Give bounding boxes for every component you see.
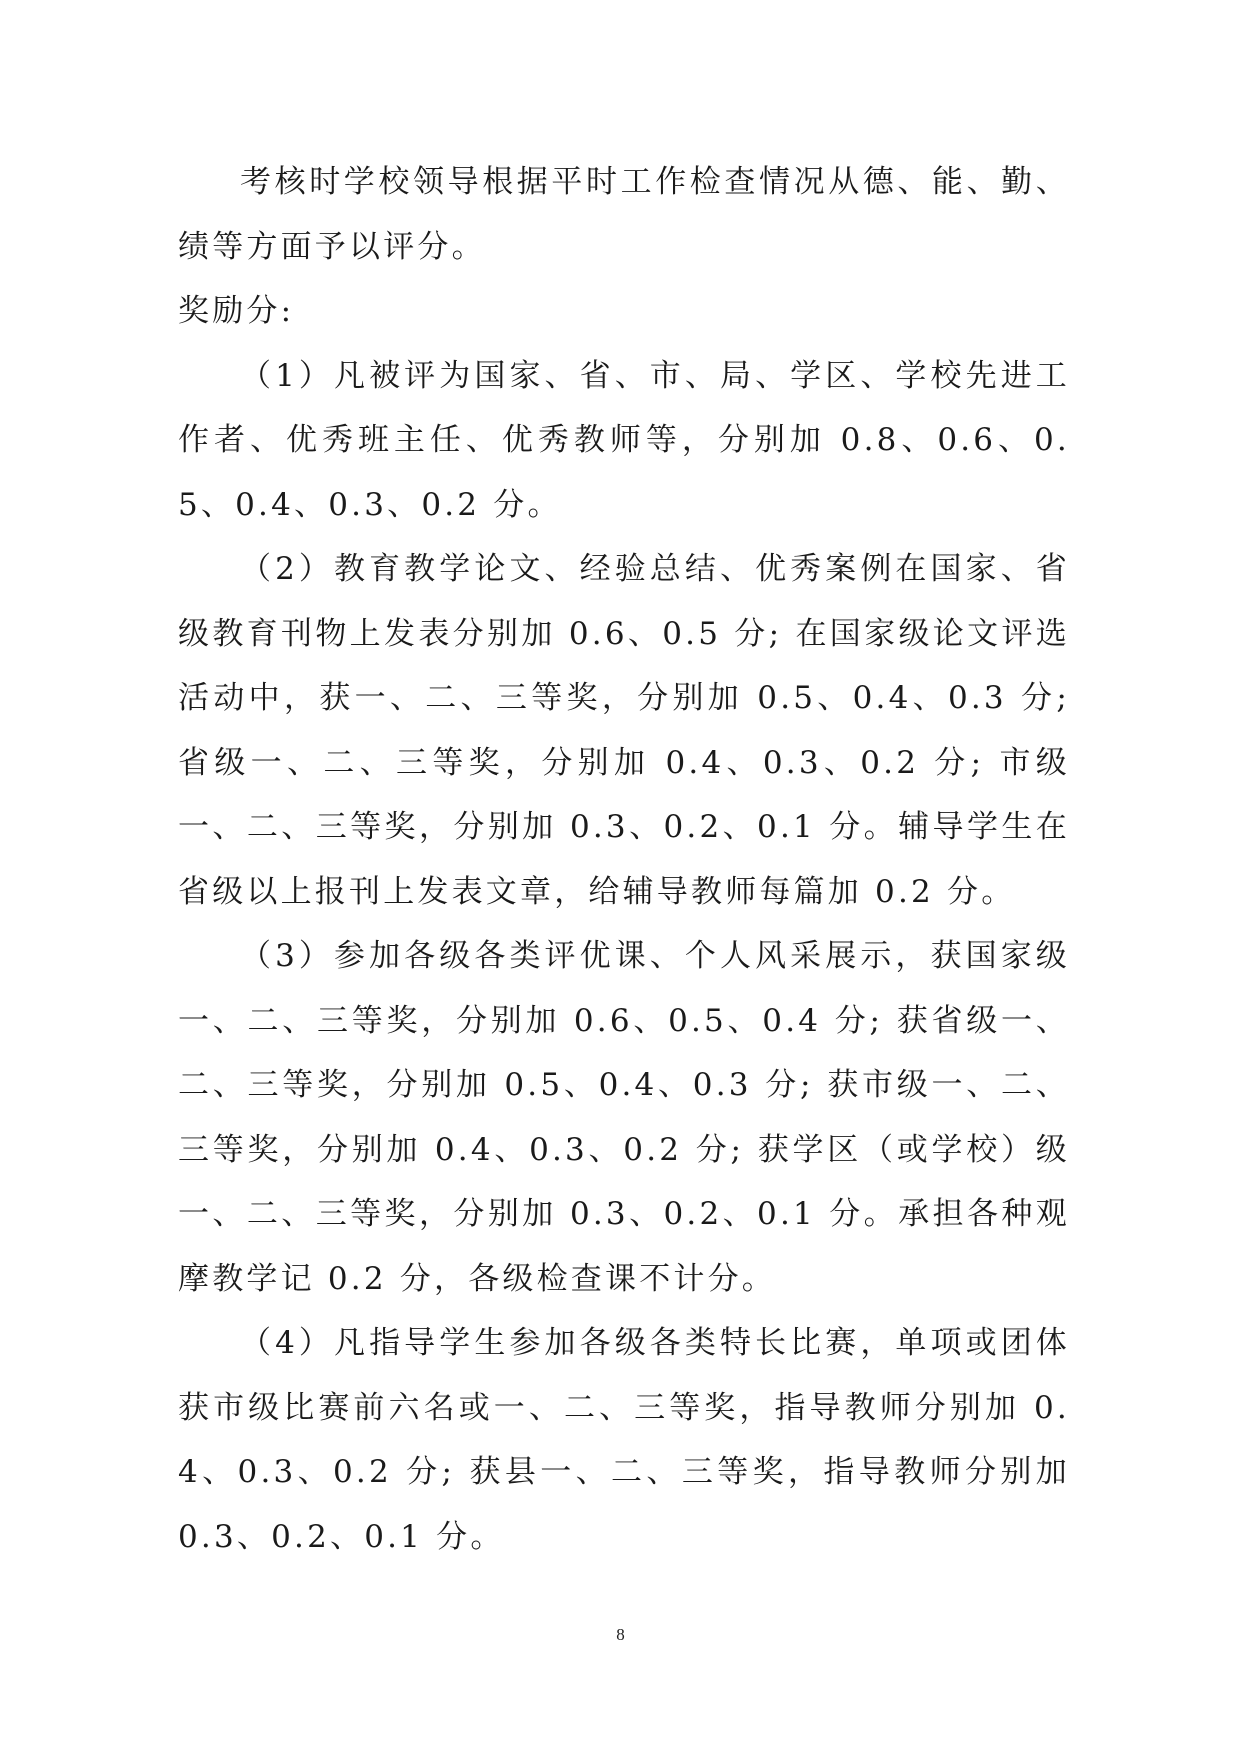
reward-item-1: （1）凡被评为国家、省、市、局、学区、学校先进工作者、优秀班主任、优秀教师等，分别加 0.8、0.6、0.5、0.4、0.3、0.2 分。 [178, 357, 1070, 523]
page-number: 8 [616, 1625, 625, 1644]
document-body [178, 150, 1070, 1569]
reward-heading: 奖励分: [178, 293, 295, 329]
reward-item-4: （4）凡指导学生参加各级各类特长比赛，单项或团体获市级比赛前六名或一、二、三等奖，指导教师分别加 0.4、0.3、0.2 分; 获县一、二、三等奖，指导教师分别加 0.3、0.2、0.1 分。 [178, 1325, 1070, 1555]
paragraph-evaluation: 考核时学校领导根据平时工作检查情况从德、能、勤、绩等方面予以评分。 [178, 164, 1070, 265]
reward-item-2: （2）教育教学论文、经验总结、优秀案例在国家、省级教育刊物上发表分别加 0.6、0.5 分; 在国家级论文评选活动中，获一、二、三等奖，分别加 0.5、0.4、0.3 分; 省级一、二、三等奖，分别加 0.4、0.3、0.2 分; 市级一、二、三等奖，分别加 0.3、0.2、0.1 分。辅导学生在省级以上报刊上发表文章，给辅导教师每篇加 0.2 分。 [178, 551, 1070, 910]
reward-item-3: （3）参加各级各类评优课、个人风采展示，获国家级一、二、三等奖，分别加 0.6、0.5、0.4 分; 获省级一、二、三等奖，分别加 0.5、0.4、0.3 分; 获市级一、二、三等奖，分别加 0.4、0.3、0.2 分; 获学区（或学校）级一、二、三等奖，分别加 0.3、0.2、0.1 分。承担各种观摩教学记 0.2 分，各级检查课不计分。 [178, 938, 1070, 1297]
